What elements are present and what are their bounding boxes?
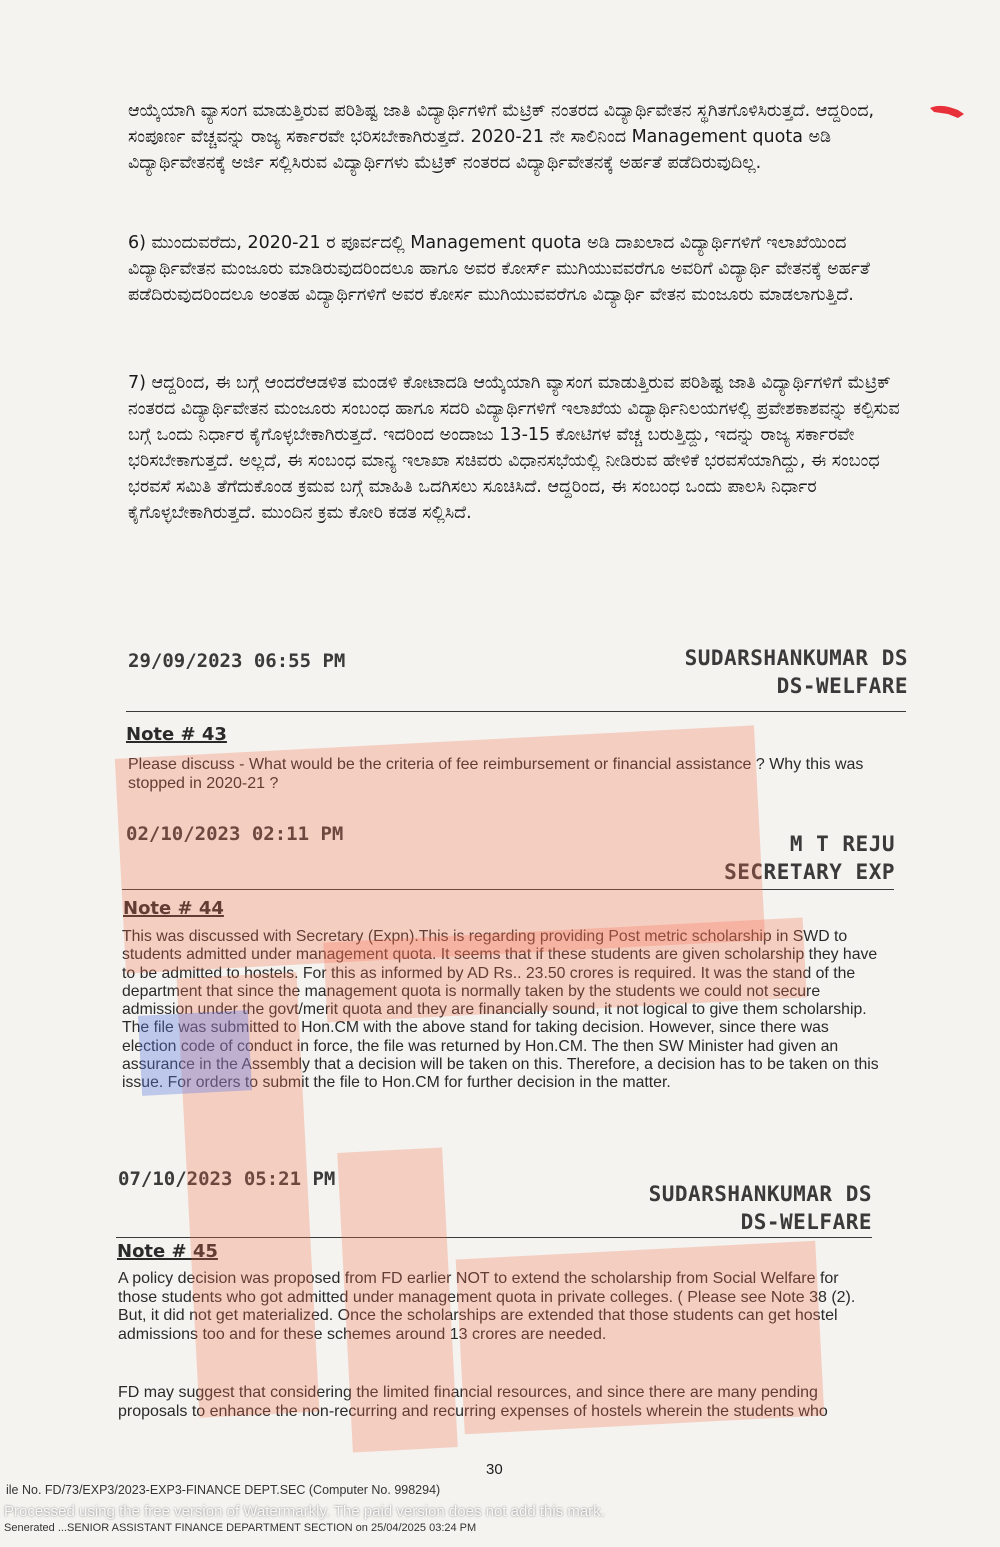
note-44-title: Note # 44 bbox=[123, 898, 224, 919]
timestamp-note-43: 02/10/2023 02:11 PM bbox=[126, 823, 344, 845]
signatory-designation: SECRETARY EXP bbox=[724, 860, 895, 884]
signatory-name: SUDARSHANKUMAR DS bbox=[648, 1182, 872, 1206]
kannada-paragraph-6: 6) ಮುಂದುವರೆದು, 2020-21 ರ ಪೂರ್ವದಲ್ಲಿ Management quota ಅಡಿ ದಾಖಲಾದ ವಿದ್ಯಾರ್ಥಿಗಳಿಗೆ ಇಲಾಖೆಯಿಂದ ವಿದ್ಯಾರ್ಥಿವೇತನ ಮಂಜೂರು ಮಾಡಿರುವುದರಿಂದಲೂ ಹಾಗೂ ಅವರ ಕೋರ್ಸ್ ಮುಗಿಯುವವರೆಗೂ ಅವರಿಗೆ ವಿದ್ಯಾರ್ಥಿ ವೇತನಕ್ಕೆ ಅರ್ಹತೆ ಪಡೆದಿರುವುದರಿಂದಲೂ ಅಂತಹ ವಿದ್ಯಾರ್ಥಿಗಳಿಗೆ ಅವರ ಕೋರ್ಸ ಮುಗಿಯುವವರೆಗೂ ವಿದ್ಯಾರ್ಥಿ ವೇತನ ಮಂಜೂರು ಮಾಡಲಾಗುತ್ತಿದೆ. bbox=[128, 233, 870, 305]
highlight-mark bbox=[138, 1010, 252, 1096]
watermark-block bbox=[456, 1241, 825, 1435]
note-45-title: Note # 45 bbox=[117, 1241, 218, 1262]
kannada-paragraph-7: 7) ಆದ್ದರಿಂದ, ಈ ಬಗ್ಗೆ ಆಂದರೆಆಡಳಿತ ಮಂಡಳಿ ಕೋಟಾದಡಿ ಆಯ್ಕೆಯಾಗಿ ವ್ಯಾಸಂಗ ಮಾಡುತ್ತಿರುವ ಪರಿಶಿಷ್ಟ ಜಾತಿ ವಿದ್ಯಾರ್ಥಿಗಳಿಗೆ ಮೆಟ್ರಿಕ್ ನಂತರದ ವಿದ್ಯಾರ್ಥಿವೇತನ ಮಂಜೂರು ಸಂಬಂಧ ಹಾಗೂ ಸದರಿ ವಿದ್ಯಾರ್ಥಿಗಳಿಗೆ ಇಲಾಖೆಯ ವಿದ್ಯಾರ್ಥಿನಿಲಯಗಳಲ್ಲಿ ಪ್ರವೇಶಕಾಶವನ್ನು ಕಲ್ಪಿಸುವ ಬಗ್ಗೆ ಒಂದು ನಿರ್ಧಾರ ಕೈಗೊಳ್ಳಬೇಕಾಗಿರುತ್ತದೆ. ಇದರಿಂದ ಅಂದಾಜು 13-15 ಕೋಟಿಗಳ ವೆಚ್ಚ ಬರುತ್ತಿದ್ದು, ಇದನ್ನು ರಾಜ್ಯ ಸರ್ಕಾರವೇ ಭರಿಸಬೇಕಾಗುತ್ತದೆ. ಅಲ್ಲದೆ, ಈ ಸಂಬಂಧ ಮಾನ್ಯ ಇಲಾಖಾ ಸಚಿವರು ವಿಧಾನಸಭೆಯಲ್ಲಿ ನೀಡಿರುವ ಹೇಳಿಕೆ ಭರವಸೆಯಾಗಿದ್ದು, ಈ ಸಂಬಂಧ ಭರವಸೆ ಸಮಿತಿ ತೆಗೆದುಕೊಂಡ ಕ್ರಮವ ಬಗ್ಗೆ ಮಾಹಿತಿ ಒದಗಿಸಲು ಸೂಚಿಸಿದೆ. ಆದ್ದರಿಂದ, ಈ ಸಂಬಂಧ ಒಂದು ಪಾಲಸಿ ನಿರ್ಧಾರ ಕೈಗೊಳ್ಳಬೇಕಾಗಿರುತ್ತದೆ. ಮುಂದಿನ ಕ್ರಮ ಕೋರಿ ಕಡತ ಸಲ್ಲಿಸಿದೆ. bbox=[128, 373, 900, 523]
timestamp-note-44: 07/10/2023 05:21 PM bbox=[118, 1168, 336, 1190]
signature-block-note-44 bbox=[490, 1180, 872, 1236]
note-43-body: Please discuss - What would be the criteria of fee reimbursement or financial assistance ? Why this was stopped in 2020-21 ? bbox=[128, 756, 864, 792]
timestamp-sig1: 29/09/2023 06:55 PM bbox=[128, 650, 346, 672]
file-reference-line: ile No. FD/73/EXP3/2023-EXP3-FINANCE DEPT.SEC (Computer No. 998294) bbox=[6, 1483, 441, 1497]
note-45-body-paragraph-2: FD may suggest that considering the limited financial resources, and since there are many pending proposals to enhance the non-recurring and recurring expenses of hostels wherein the students who bbox=[118, 1384, 828, 1420]
signatory-designation: DS-WELFARE bbox=[776, 674, 908, 698]
divider bbox=[126, 711, 906, 712]
note-43-title: Note # 43 bbox=[126, 724, 227, 745]
note-45-body-paragraph-1: A policy decision was proposed from FD earlier NOT to extend the scholarship from Social Welfare for those students who got admitted under management quota in private colleges. ( Please see Note 38 (2). But, it did not get materialized. Once the scholarships are extended that those students can get hostel admissions too and for these schemes around 13 crores are needed. bbox=[118, 1270, 856, 1343]
page-number: 30 bbox=[486, 1461, 503, 1478]
signatory-name: SUDARSHANKUMAR DS bbox=[684, 646, 908, 670]
red-pen-mark bbox=[928, 100, 968, 122]
kannada-paragraph-5-tail: ಆಯ್ಕೆಯಾಗಿ ವ್ಯಾಸಂಗ ಮಾಡುತ್ತಿರುವ ಪರಿಶಿಷ್ಟ ಜಾತಿ ವಿದ್ಯಾರ್ಥಿಗಳಿಗೆ ಮೆಟ್ರಿಕ್ ನಂತರದ ವಿದ್ಯಾರ್ಥಿವೇತನ ಸ್ಥಗಿತಗೊಳಿಸಿರುತ್ತದೆ. ಆದ್ದರಿಂದ, ಸಂಪೂರ್ಣ ವೆಚ್ಚವನ್ನು ರಾಜ್ಯ ಸರ್ಕಾರವೇ ಭರಿಸಬೇಕಾಗಿರುತ್ತದೆ. 2020-21 ನೇ ಸಾಲಿನಿಂದ Management quota ಅಡಿ ವಿದ್ಯಾರ್ಥಿವೇತನಕ್ಕೆ ಅರ್ಜಿ ಸಲ್ಲಿಸಿರುವ ವಿದ್ಯಾರ್ಥಿಗಳು ಮೆಟ್ರಿಕ್ ನಂತರದ ವಿದ್ಯಾರ್ಥಿವೇತನಕ್ಕೆ ಅರ್ಹತೆ ಪಡೆದಿರುವುದಿಲ್ಲ. bbox=[128, 101, 875, 173]
signature-block-1 bbox=[520, 644, 908, 700]
note-44-body: This was discussed with Secretary (Expn).This is regarding providing Post metric scholarship in SWD to students admitted under management quota. It seems that if these students are given scholarship they have to be admitted to hostels. For this as informed by AD Rs.. 23.50 crores is required. It was the stand of the department that since the management quota is normally taken by the students we could not secure admission under the govt/merit quota and they are financially sound, it not logical to give them scholarship. The file was submitted to Hon.CM with the above stand for taking decision. However, since there was election code of conduct in force, the file was returned by Hon.CM. The then SW Minister had given an assurance in the Assembly that a decision will be taken on this. Therefore, a decision has to be taken on this issue. For orders to submit the file to Hon.CM for further decision in the matter. bbox=[122, 928, 879, 1092]
generated-by-line: Senerated ...SENIOR ASSISTANT FINANCE DEPARTMENT SECTION on 25/04/2025 03:24 PM bbox=[4, 1522, 477, 1534]
signatory-name: M T REJU bbox=[789, 832, 895, 856]
processing-watermark-text: Processed using the free version of Watermarkly. The paid version does not add this mark. bbox=[4, 1503, 605, 1520]
signatory-designation: DS-WELFARE bbox=[740, 1210, 872, 1234]
watermark-block bbox=[337, 1147, 458, 1452]
